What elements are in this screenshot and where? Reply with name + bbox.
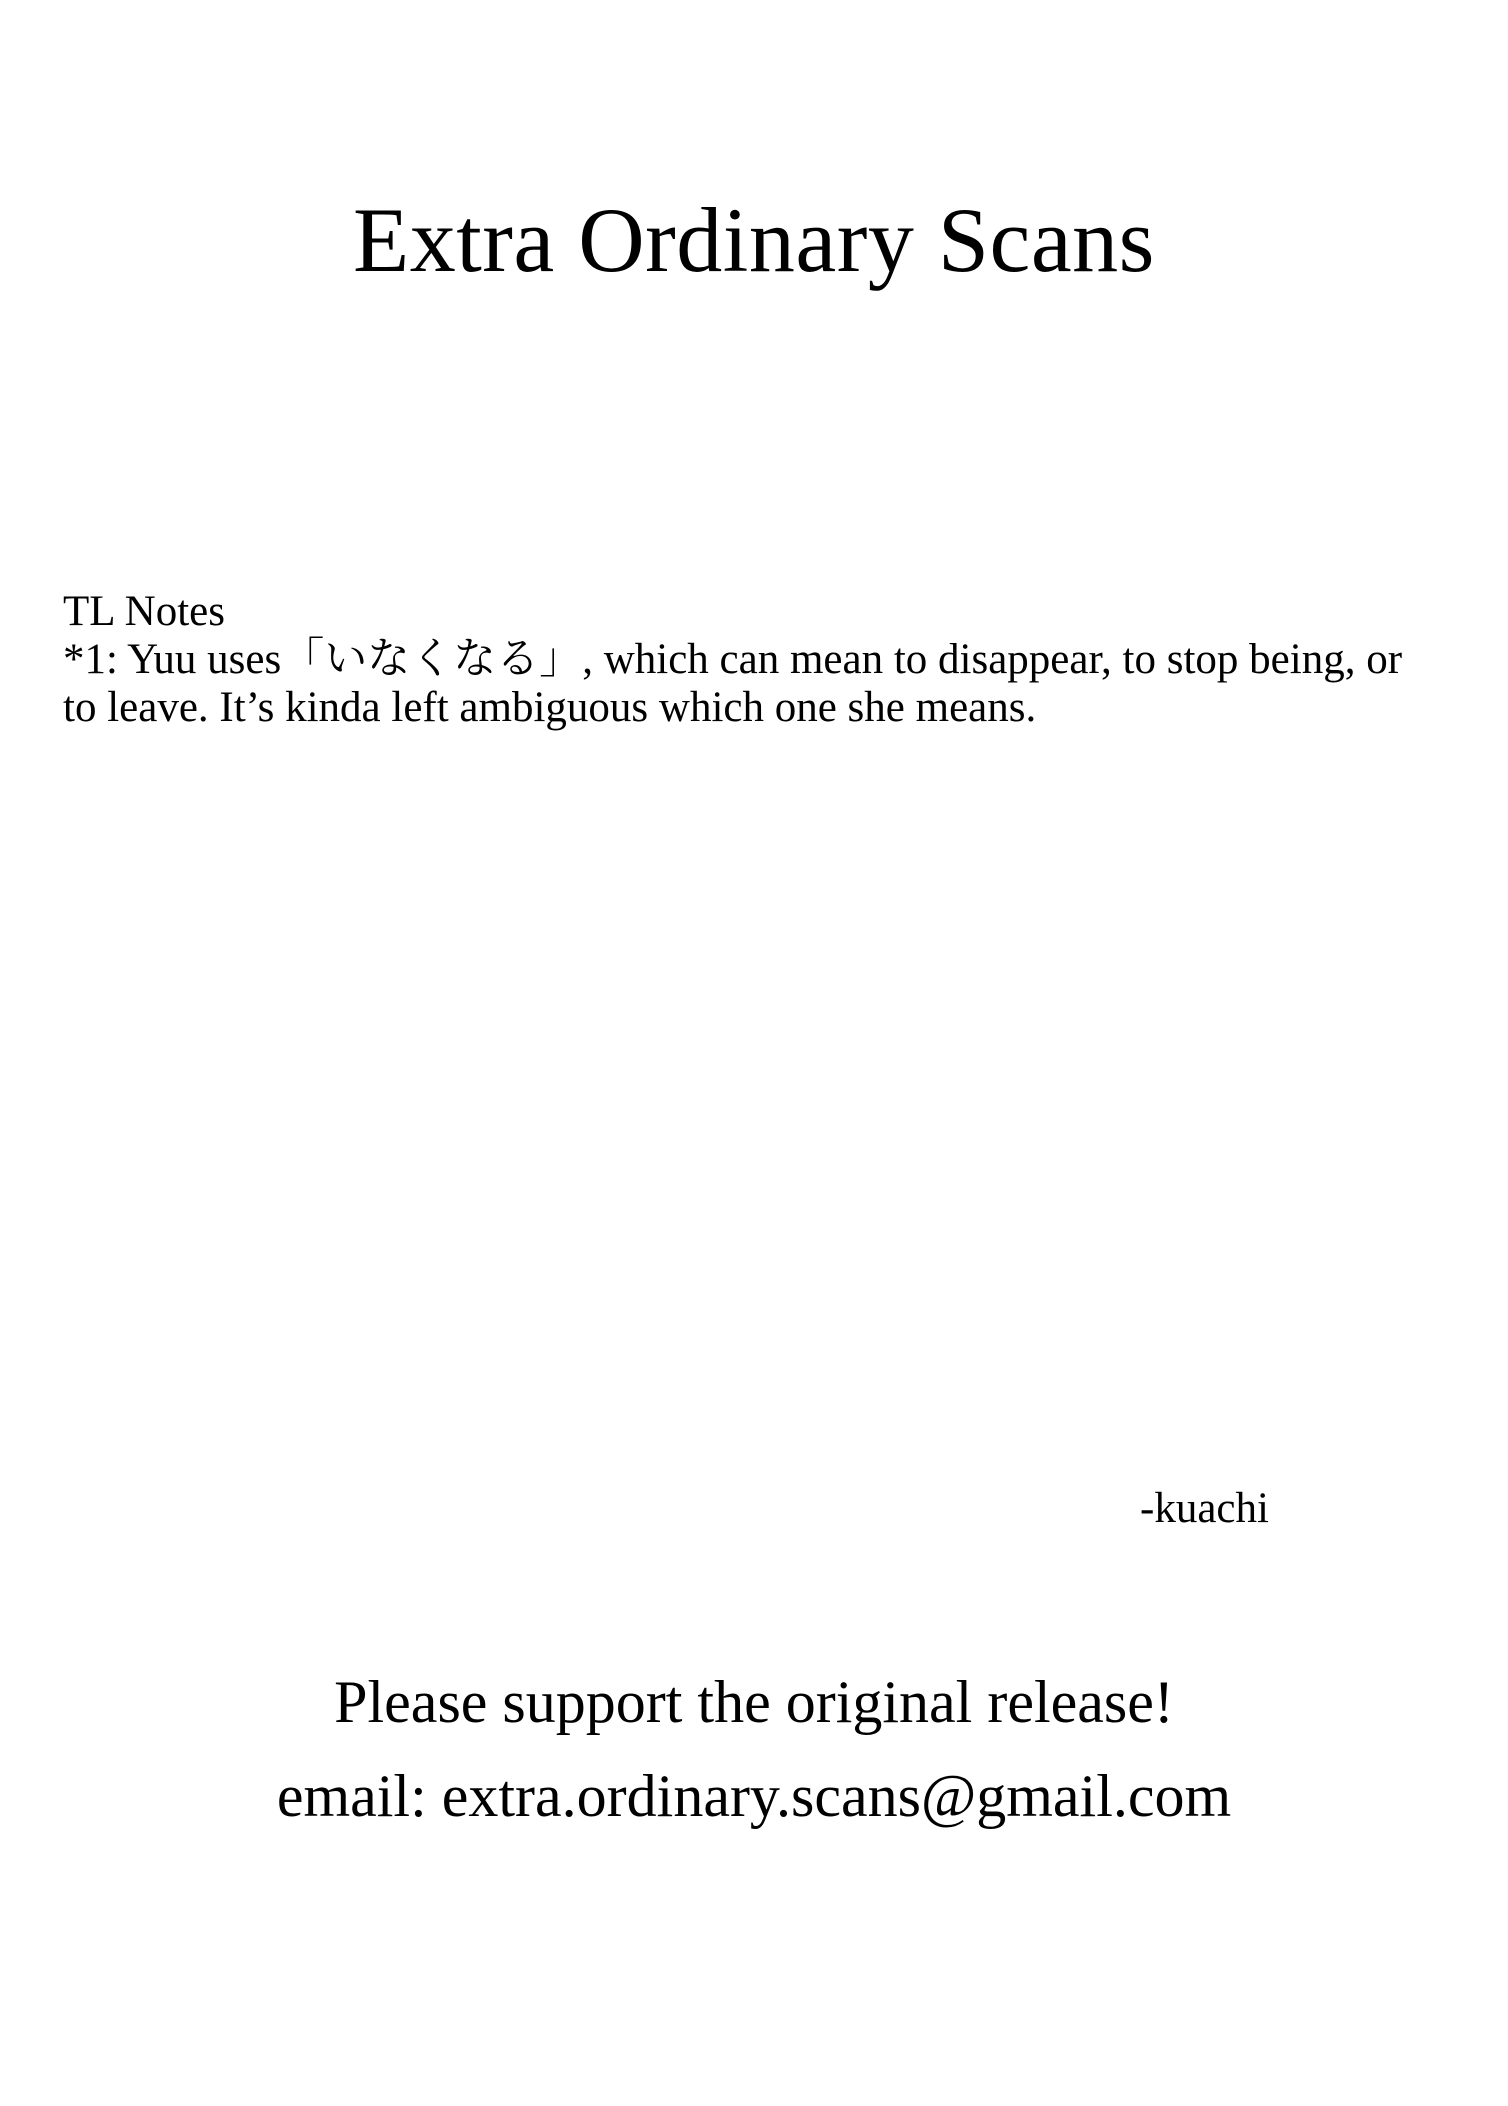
translator-signature: -kuachi (1140, 1485, 1269, 1532)
support-message: Please support the original release! (334, 1669, 1174, 1735)
tl-note-line-2: to leave. It’s kinda left ambiguous which one she means. (63, 684, 1037, 731)
tl-note-line-1: *1: Yuu uses「いなくなる」, which can mean to disappear, to stop being, or (63, 636, 1403, 683)
tl-notes (63, 588, 1483, 732)
page-title: Extra Ordinary Scans (353, 189, 1155, 291)
contact-email: email: extra.ordinary.scans@gmail.com (276, 1763, 1232, 1829)
tl-notes-heading: TL Notes (63, 588, 226, 635)
